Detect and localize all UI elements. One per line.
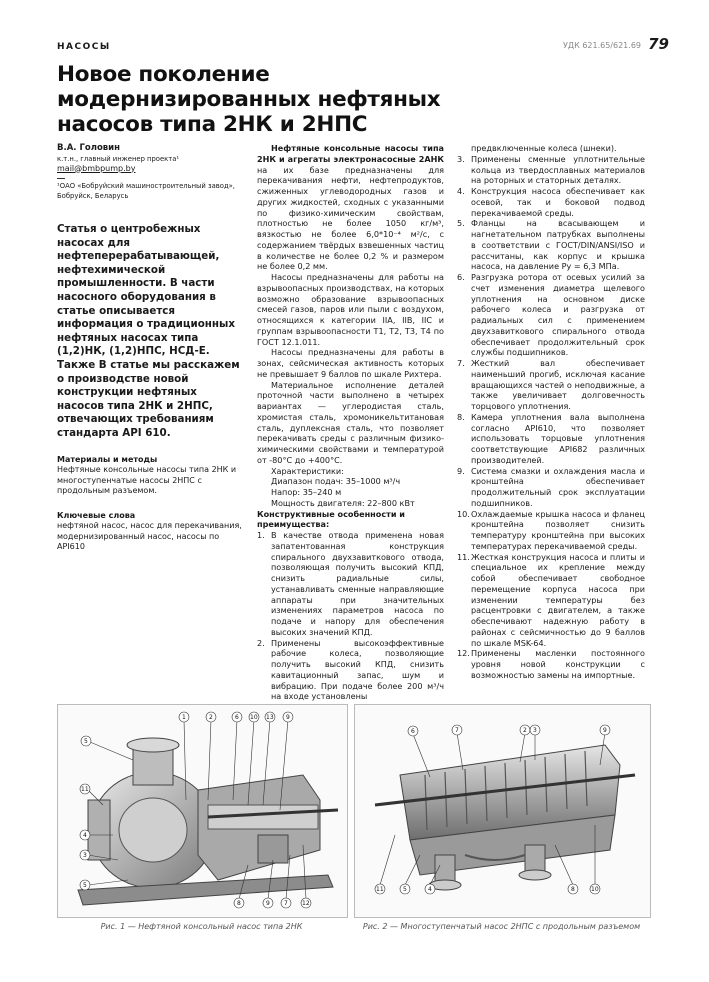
text-column-2 (257, 143, 444, 702)
pump-drawing-1 (58, 705, 347, 917)
paragraph: Насосы предназначены для работы на взрывоопасных производствах, на которых возможно образование взрывоопасных смесей газов, паров или пыли с воздухом, относящихся к категории IIA, IIB, IIC и группам взрывоопасности Т1, Т2, Т3, Т4 по ГОСТ 12.1.011. (257, 272, 444, 347)
article-title: Новое поколение модернизированных нефтяных насосов типа 2НК и 2НПС (57, 62, 441, 137)
spec-heading: Характеристики: (271, 465, 344, 476)
paragraph: Насосы предназначены для работы в зонах, сейсмическая активность которых не превышает 9 баллов по шкале Рихтера. (257, 347, 444, 379)
list-item: 1. В качестве отвода применена новая запатентованная конструкция спирального двухзавиткового отвода, позволяющая получить высокий КПД, снизить радиальные силы, устанавливать сменные направляющие аппараты при значительных изменениях параметров насоса по подаче и напору для обеспечения высоких значений КПД. (257, 530, 444, 637)
spec-item: Диапазон подач: 35–1000 м³/ч (271, 476, 401, 487)
svg-text:9: 9 (266, 900, 270, 907)
features-list-b (457, 154, 645, 681)
svg-text:9: 9 (286, 714, 290, 721)
list-item: 4. Конструкция насоса обеспечивает как осевой, так и боковой подвод перекачиваемой среды. (457, 186, 645, 218)
list-item: 2. Применены высокоэффективные рабочие колеса, позволяющие получить высокий КПД, снизить кавитационный запас, шум и вибрацию. При подаче более 200 м³/ч на входе установлены (257, 637, 444, 702)
svg-text:6: 6 (411, 728, 415, 735)
continued-text: предвключенные колеса (шнеки). (471, 143, 617, 153)
keywords-heading: Ключевые слова (57, 510, 136, 520)
svg-text:4: 4 (83, 832, 87, 839)
author-position: к.т.н., главный инженер проекта¹ (57, 154, 180, 163)
features-heading: Конструктивные особенности и преимущества: (257, 508, 405, 530)
svg-text:2: 2 (209, 714, 213, 721)
footnote-rule (57, 178, 65, 179)
list-item: 9. Система смазки и охлаждения масла и кронштейна обеспечивает продолжительный срок эксплуатации подшипников. (457, 465, 645, 508)
materials-text: Нефтяные консольные насосы типа 2НК и многоступенчатые насосы 2НПС с продольным разъемом. (57, 465, 237, 495)
list-item: 11. Жесткая конструкция насоса и плиты и специальное их крепление между собой обеспечивает свободное перемещение корпуса насоса при изменении температуры без расцентровки с двигателем, а также обеспечивают надежную работу в районах с сейсмичностью до 9 баллов по шкале MSK-64. (457, 551, 645, 648)
features-list-a (257, 530, 444, 702)
svg-text:11: 11 (376, 886, 384, 893)
list-item: 5. Фланцы на всасывающем и нагнетательном патрубках выполнены в соответствии с ГОСТ/DIN/ANSI/ISO и рассчитаны, как корпус и крышка насоса, на давление Ру = 6,3 МПа. (457, 218, 645, 272)
list-item: 12. Применены масленки постоянного уровня новой конструкции с возможностью замены на импортные. (457, 648, 645, 680)
author-email[interactable]: mail@bmbpump.by (57, 163, 136, 173)
svg-text:5: 5 (84, 738, 88, 745)
list-item: 8. Камера уплотнения вала выполнена согласно API610, что позволяет использовать торцовые уплотнения соответствующие API682 различных производителей. (457, 411, 645, 465)
callout-label: 1 (182, 714, 186, 721)
text-column-3 (457, 143, 645, 681)
paragraph: Материальное исполнение деталей проточной части выполнено в четырех вариантах — углеродистая сталь, хромистая сталь, хромоникельтитановая сталь, дуплексная сталь, что позволяет перекачивать среды с различным физико-химическими свойствами и температурой от -80°С до +400°С. (257, 379, 444, 465)
udc-code: УДК 621.65/621.69 (562, 41, 641, 50)
page-number: 79 (648, 35, 669, 53)
lead-rest: на их базе предназначены для перекачивания нефти, нефтепродуктов, сжиженных углеводородных газов и других жидкостей, сходных с указанными по физико-химическим свойствам, плотностью не более 1050 кг/м³, вязкостью не более 6,0*10⁻⁴ м²/с, с содержанием твёрдых взвешенных частиц в количестве не более 0,2 % и размером не более 0,2 мм. (257, 164, 444, 272)
svg-text:5: 5 (403, 886, 407, 893)
pump-drawing-2 (355, 705, 650, 917)
list-item: 10. Охлаждаемые крышка насоса и фланец кронштейна позволяет снизить температуру кронштейна при высоких температурах перекачиваемой среды. (457, 508, 645, 551)
svg-text:13: 13 (266, 714, 274, 721)
abstract: Статья о центробежных насосах для нефтеперерабатывающей, нефтехимической промышленности. В части насосного оборудования в статье описывается информация о традиционных нефтяных насосах типа (1,2)НК, (1,2)НПС, НСД-Е. Также В статье мы расскажем о производстве новой конструкции нефтяных насосов типа 2НК и 2НПС, отвечающих требованиям стандарта API 610. (57, 223, 240, 439)
author-column (57, 143, 242, 553)
svg-text:10: 10 (250, 714, 258, 721)
figure-1-pump-2nk (57, 704, 348, 918)
svg-text:5: 5 (83, 882, 87, 889)
svg-text:12: 12 (302, 900, 310, 907)
figure-2-caption: Рис. 2 — Многоступенчатый насос 2НПС с продольным разъемом (362, 922, 641, 931)
list-item: 6. Разгрузка ротора от осевых усилий за счет изменения диаметра щелевого уплотнения на основном диске рабочего колеса и разгрузка от радиальных сил с применением двухзавиткового спирального отвода обеспечивает продолжительный срок службы подшипников. (457, 272, 645, 358)
spec-item: Напор: 35–240 м (271, 487, 342, 497)
svg-text:9: 9 (603, 727, 607, 734)
paragraph (257, 143, 444, 272)
author-affiliation: ¹ОАО «Бобруйский машиностроительный завод», Бобруйск, Беларусь (57, 182, 235, 200)
svg-text:4: 4 (428, 886, 432, 893)
author-name: В.А. Головин (57, 143, 121, 153)
svg-text:6: 6 (235, 714, 239, 721)
spec-item: Мощность двигателя: 22–800 кВт (271, 497, 415, 508)
list-item: 3. Применены сменные уплотнительные кольца из твердосплавных материалов на роторных и статорных деталях. (457, 153, 645, 186)
svg-text:11: 11 (81, 786, 89, 793)
svg-text:8: 8 (571, 886, 575, 893)
svg-text:3: 3 (83, 852, 87, 859)
keywords-text: нефтяной насос, насос для перекачивания, модернизированный насос, насосы по API610 (57, 521, 242, 551)
svg-text:3: 3 (533, 727, 537, 734)
svg-text:10: 10 (591, 886, 599, 893)
section-label: НАСОСЫ (57, 42, 111, 52)
lead-bold: Нефтяные консольные насосы типа 2НК и агрегаты электронасосные 2АНК (257, 143, 444, 164)
figure-1-caption: Рис. 1 — Нефтяной консольный насос типа 2НК (100, 922, 303, 931)
svg-text:8: 8 (237, 900, 241, 907)
svg-text:7: 7 (455, 727, 459, 734)
figure-2-pump-2nps (354, 704, 651, 918)
list-item: 7. Жесткий вал обеспечивает наименьший прогиб, исключая касание вращающихся частей о неподвижные, а также увеличивает долговечность торцового уплотнения. (457, 358, 645, 411)
svg-text:2: 2 (523, 727, 527, 734)
svg-text:7: 7 (284, 900, 288, 907)
materials-heading: Материалы и методы (57, 454, 158, 464)
